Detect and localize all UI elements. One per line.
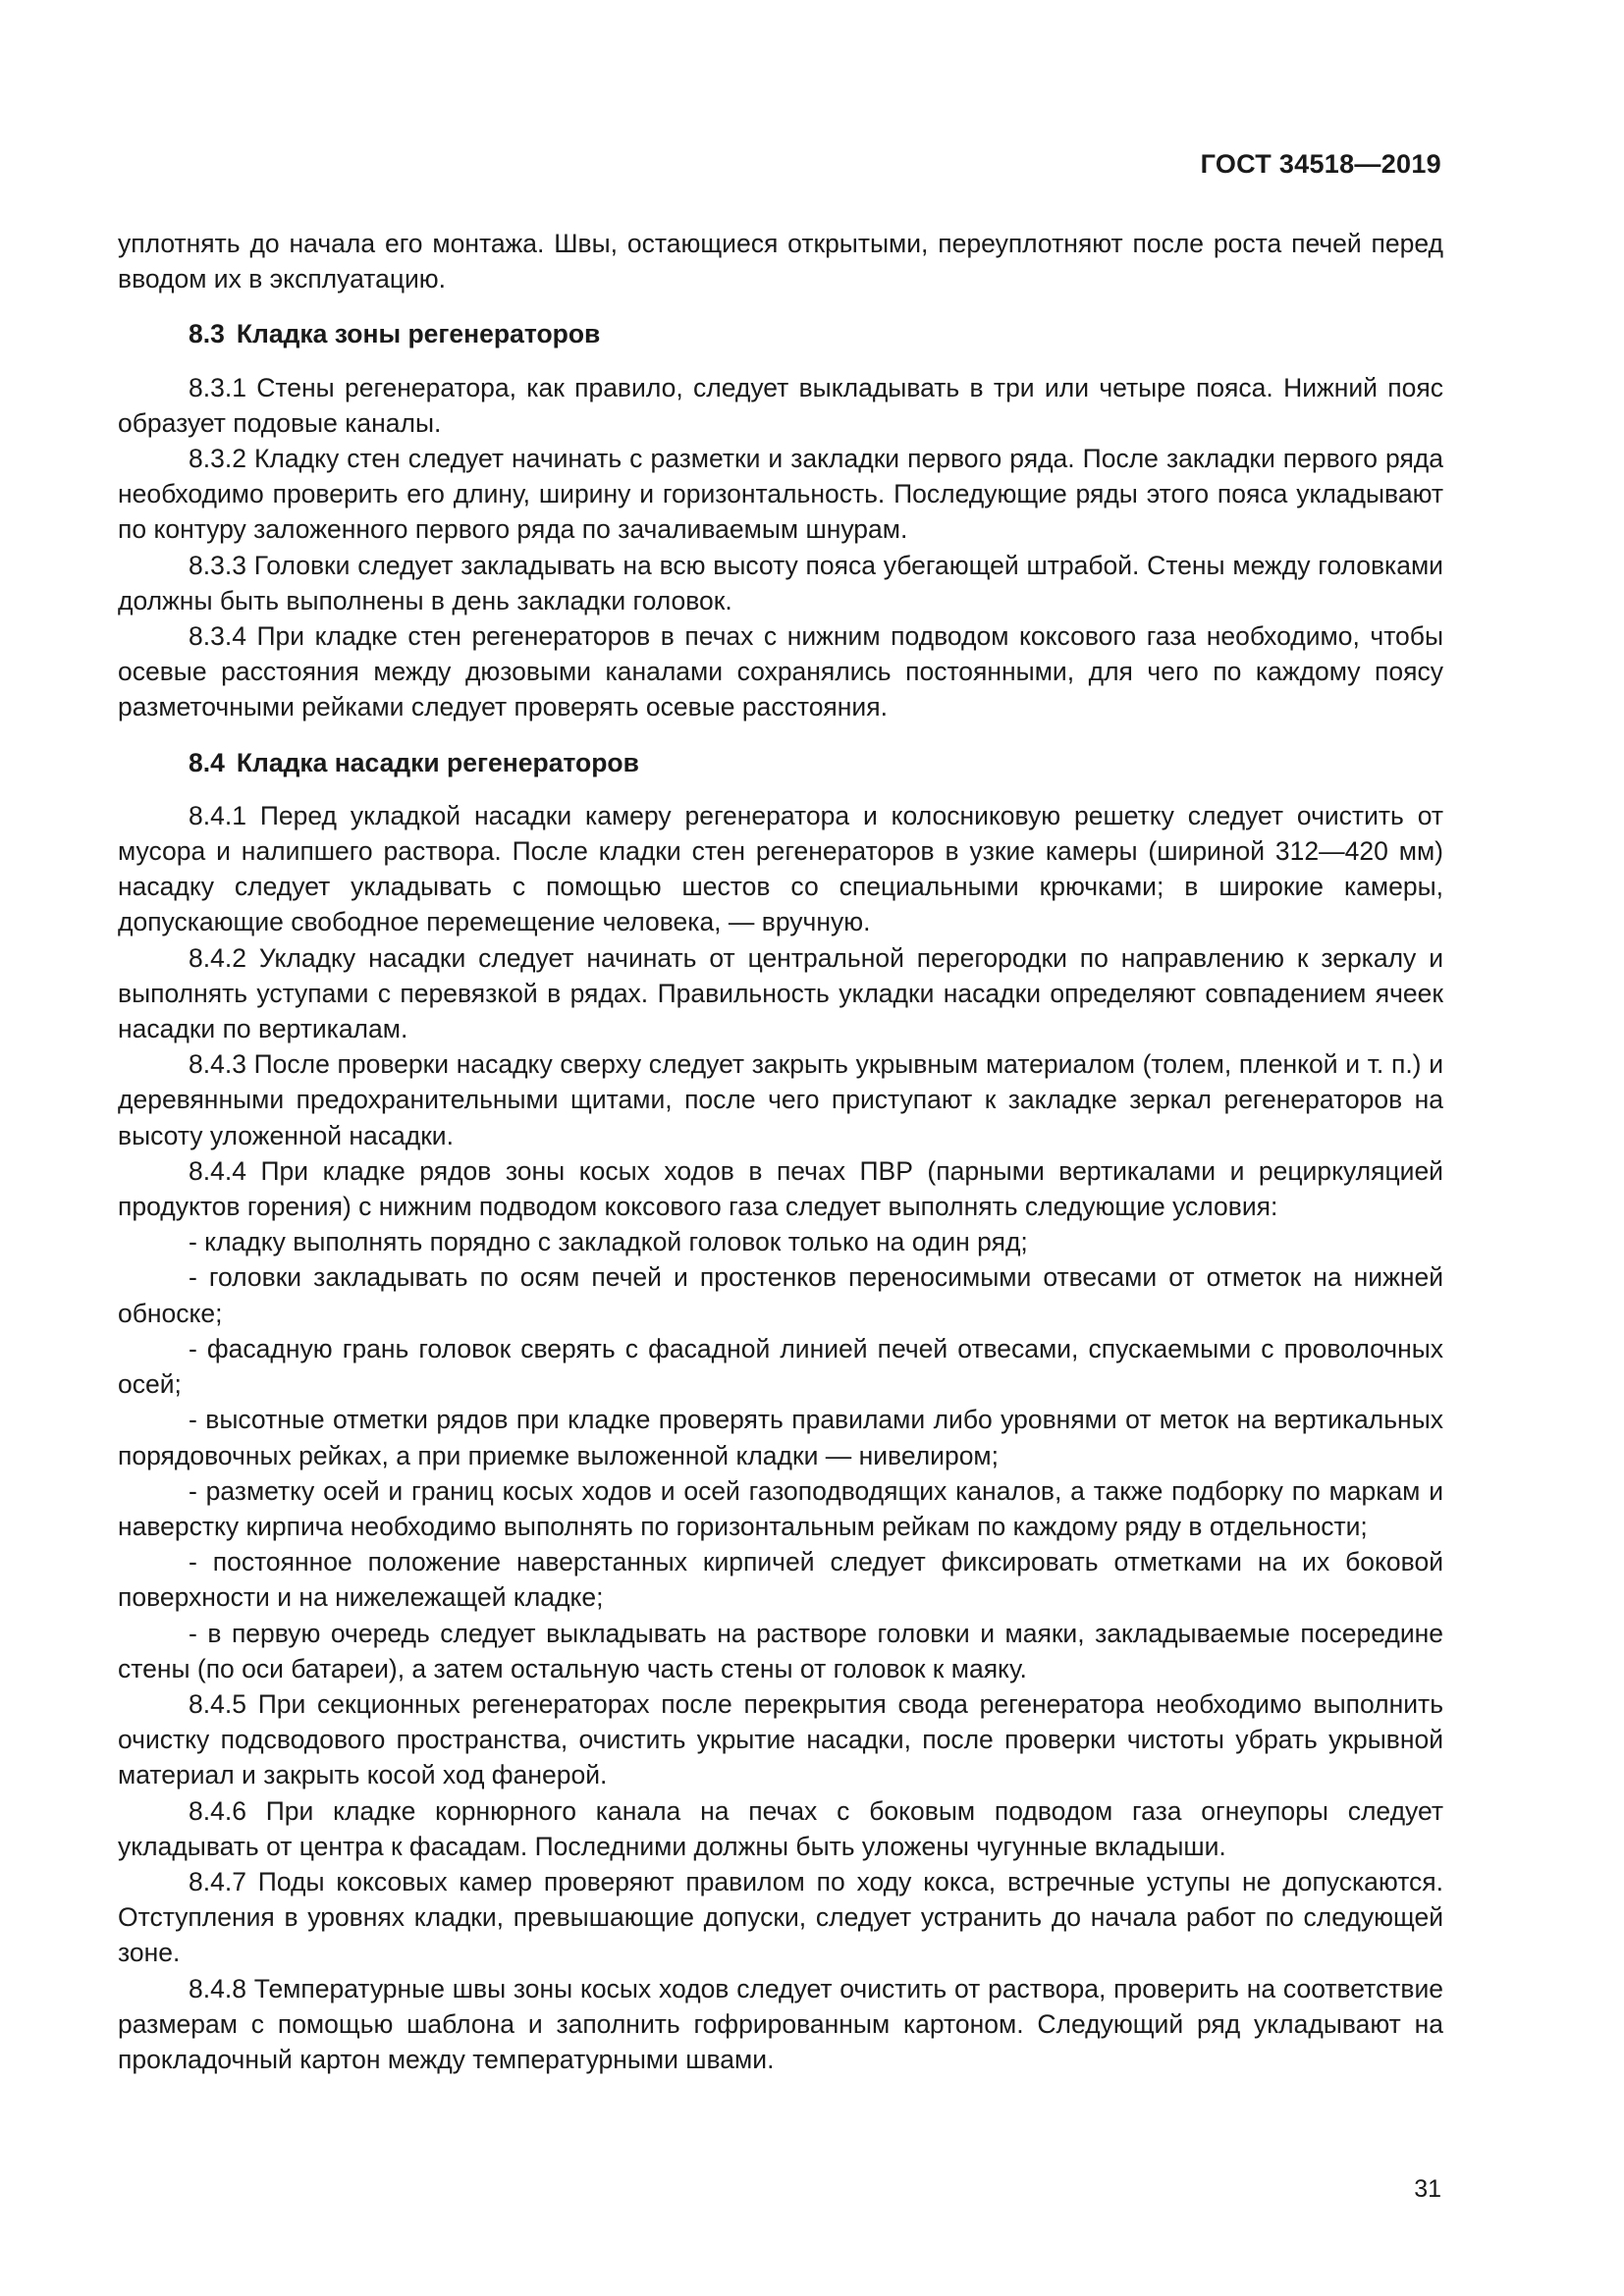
list-item: - постоянное положение наверстанных кирпичей следует фиксировать отметками на их боковой поверхности и на нижележащей кладке;	[118, 1547, 1443, 1613]
document-code-header: ГОСТ 34518—2019	[1200, 149, 1441, 179]
paragraph-8-3-1: 8.3.1 Стены регенератора, как правило, следует выкладывать в три или четыре пояса. Нижний пояс образует подовые каналы.	[118, 372, 1443, 438]
list-item: - разметку осей и границ косых ходов и осей газоподводящих каналов, а также подборку по маркам и наверстку кирпича необходимо выполнять по горизонтальным рейкам по каждому ряду в отдельности;	[118, 1475, 1443, 1541]
paragraph-8-4-4: 8.4.4 При кладке рядов зоны косых ходов в печах ПВР (парными вертикалами и рециркуляцией продуктов горения) с нижним подводом коксового газа следует выполнять следующие условия:	[118, 1155, 1443, 1222]
intro-paragraph: уплотнять до начала его монтажа. Швы, остающиеся открытыми, переуплотняют после роста печей перед вводом их в эксплуатацию.	[118, 229, 1443, 294]
paragraph-8-4-2: 8.4.2 Укладку насадки следует начинать от центральной перегородки по направлению к зеркалу и выполнять уступами с перевязкой в рядах. Правильность укладки насадки определяют совпадением ячеек насадки по вертикалам.	[118, 942, 1443, 1044]
section-8-4-number: 8.4	[189, 747, 225, 777]
paragraph-8-4-5: 8.4.5 При секционных регенераторах после перекрытия свода регенератора необходимо выполнить очистку подсводового пространства, очистить укрытие насадки, после проверки чистоты убрать укрывной материал и закрыть косой ход фанерой.	[118, 1688, 1443, 1790]
paragraph-8-3-2: 8.3.2 Кладку стен следует начинать с разметки и закладки первого ряда. После закладки первого ряда необходимо проверить его длину, ширину и горизонтальность. Последующие ряды этого пояса укладывают по контуру заложенного первого ряда по зачаливаемым шнурам.	[118, 444, 1443, 545]
page-number: 31	[1414, 2175, 1441, 2203]
paragraph-8-3-3: 8.3.3 Головки следует закладывать на всю высоту пояса убегающей штрабой. Стены между головками должны быть выполнены в день закладки головок.	[118, 550, 1443, 615]
list-item: - головки закладывать по осям печей и простенков переносимыми отвесами от отметок на нижней обноске;	[118, 1262, 1443, 1328]
list-item: - кладку выполнять порядно с закладкой головок только на один ряд;	[189, 1227, 1028, 1257]
paragraph-8-4-3: 8.4.3 После проверки насадку сверху следует закрыть укрывным материалом (толем, пленкой и т. п.) и деревянными предохранительными щитами, после чего приступают к закладке зеркал регенераторов на высоту уложенной насадки.	[118, 1049, 1443, 1150]
list-item: - высотные отметки рядов при кладке проверять правилами либо уровнями от меток на вертикальных порядовочных рейках, а при приемке выложенной кладки — нивелиром;	[118, 1405, 1443, 1470]
section-8-3-number: 8.3	[189, 319, 225, 349]
section-8-3-title: Кладка зоны регенераторов	[236, 319, 601, 349]
paragraph-8-4-1: 8.4.1 Перед укладкой насадки камеру регенератора и колосниковую решетку следует очистить от мусора и налипшего раствора. После кладки стен регенераторов в узкие камеры (шириной 312—420 мм) насадку следует укладывать с помощью шестов со специальными крючками; в широкие камеры, допускающие свободное перемещение человека, — вручную.	[118, 800, 1443, 937]
section-8-3-heading	[118, 316, 1443, 351]
section-8-4-title: Кладка насадки регенераторов	[236, 747, 639, 777]
paragraph-8-3-4: 8.3.4 При кладке стен регенераторов в печах с нижним подводом коксового газа необходимо, чтобы осевые расстояния между дюзовыми каналами сохранялись постоянными, для чего по каждому поясу разметочными рейками следует проверять осевые расстояния.	[118, 621, 1443, 722]
section-8-4-heading	[118, 745, 1443, 780]
paragraph-8-4-7: 8.4.7 Поды коксовых камер проверяют правилом по ходу кокса, встречные уступы не допускаются. Отступления в уровнях кладки, превышающие допуски, следует устранить до начала работ по следующей зоне.	[118, 1866, 1443, 1968]
list-item: - фасадную грань головок сверять с фасадной линией печей отвесами, спускаемыми с проволочных осей;	[118, 1333, 1443, 1400]
paragraph-8-4-6: 8.4.6 При кладке корнюрного канала на печах с боковым подводом газа огнеупоры следует укладывать от центра к фасадам. Последними должны быть уложены чугунные вкладыши.	[118, 1795, 1443, 1861]
document-body	[118, 226, 1443, 2077]
list-item: - в первую очередь следует выкладывать на растворе головки и маяки, закладываемые посередине стены (по оси батареи), а затем остальную часть стены от головок к маяку.	[118, 1618, 1443, 1683]
paragraph-8-4-8: 8.4.8 Температурные швы зоны косых ходов следует очистить от раствора, проверить на соответствие размерам с помощью шаблона и заполнить гофрированным картоном. Следующий ряд укладывают на прокладочный картон между температурными швами.	[118, 1973, 1443, 2074]
